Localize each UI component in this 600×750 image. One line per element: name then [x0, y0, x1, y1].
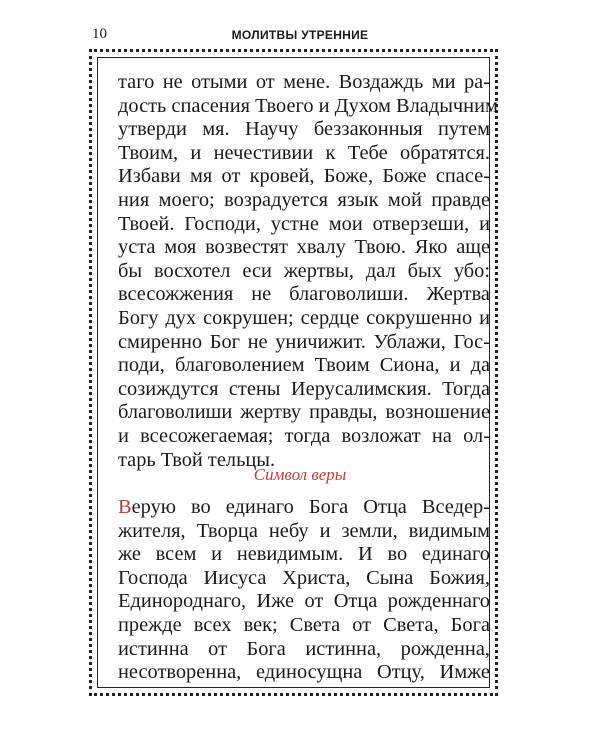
text-line: ния моего; возрадуется язык мой правде	[118, 188, 490, 211]
text-line: Богу дух сокрушен; сердце сокрушенно и	[118, 306, 490, 329]
text-line: истинна от Бога истинна, рожденна,	[118, 637, 490, 660]
running-title: МОЛИТВЫ УТРЕННИЕ	[231, 28, 369, 42]
text-line: дость спасения Твоего и Духом Владычним	[118, 94, 498, 117]
creed-text	[118, 496, 490, 685]
text-line: прежде всех век; Света от Света, Бога	[118, 613, 490, 636]
text-line: тарь Твой тельцы.	[118, 448, 276, 471]
text-line: же всем и невидимым. И во единаго	[118, 543, 490, 566]
section-heading-creed: Символ веры	[253, 465, 347, 484]
text-line: благоволиши жертву правды, возношение	[118, 401, 490, 424]
text-line: Господа Иисуса Христа, Сына Божия,	[118, 566, 490, 589]
text-line: несотворенна, единосущна Отцу, Имже	[118, 661, 490, 684]
text-line: ерую во единаго Бога Отца Вседер-	[131, 496, 490, 518]
text-line: Твоей. Господи, устне мои отверзеши, и	[118, 212, 490, 235]
text-line-with-initial	[118, 496, 490, 520]
text-line: Твоим, и нечестивии к Тебе обратятся.	[118, 141, 490, 164]
psalm-prayer-text	[118, 71, 498, 472]
text-line: жителя, Творца небу и земли, видимым	[118, 519, 490, 542]
text-line: Единороднаго, Иже от Отца рожденнаго	[118, 590, 490, 613]
text-line: и всесожегаемая; тогда возложат на ол-	[118, 424, 490, 447]
text-line: утверди мя. Научу беззаконныя путем	[118, 118, 490, 141]
text-line: бы восхотел еси жертвы, дал бых убо:	[118, 259, 490, 282]
red-initial-letter: В	[118, 496, 132, 518]
text-line: всесожжения не благоволиши. Жертва	[118, 283, 490, 306]
text-line: поди, благоволением Твоим Сиона, и да	[118, 354, 490, 377]
text-line: таго не отыми от мене. Воздаждь ми ра-	[118, 71, 490, 93]
page-number: 10	[92, 26, 107, 42]
text-line: Избави мя от кровей, Боже, Боже спасе-	[118, 165, 490, 188]
text-line: созиждутся стены Иерусалимския. Тогда	[118, 377, 490, 400]
text-line: смиренно Бог не уничижит. Ублажи, Гос-	[118, 330, 490, 353]
text-line: уста моя возвестят хвалу Твою. Яко аще	[118, 236, 490, 259]
